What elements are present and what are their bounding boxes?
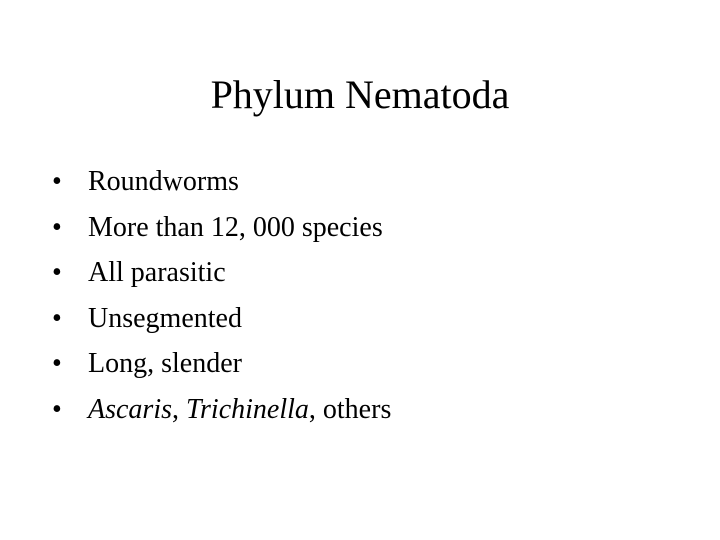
bullet-text: Long, slender xyxy=(88,348,242,380)
genus-name-ascaris: Ascaris xyxy=(88,393,172,425)
list-item xyxy=(52,301,391,347)
slide-title: Phylum Nematoda xyxy=(210,72,510,117)
bullet-icon: • xyxy=(52,166,62,197)
separator-text: , xyxy=(172,393,186,425)
bullet-list xyxy=(52,164,391,438)
bullet-icon: • xyxy=(52,348,62,380)
bullet-icon: • xyxy=(52,393,62,425)
bullet-icon: • xyxy=(52,302,62,334)
bullet-icon: • xyxy=(52,257,62,289)
list-item xyxy=(52,346,391,392)
list-item xyxy=(52,255,391,301)
bullet-text: Roundworms xyxy=(88,166,239,197)
list-item xyxy=(52,164,391,210)
list-item xyxy=(52,210,391,256)
bullet-text: All parasitic xyxy=(88,257,226,289)
genus-name-trichinella: Trichinella xyxy=(186,393,309,425)
bullet-text: Unsegmented xyxy=(88,302,242,334)
bullet-text: More than 12, 000 species xyxy=(88,211,383,243)
list-item xyxy=(52,392,391,438)
bullet-text xyxy=(88,392,391,428)
trailing-text: , others xyxy=(308,393,392,425)
bullet-icon: • xyxy=(52,211,62,243)
